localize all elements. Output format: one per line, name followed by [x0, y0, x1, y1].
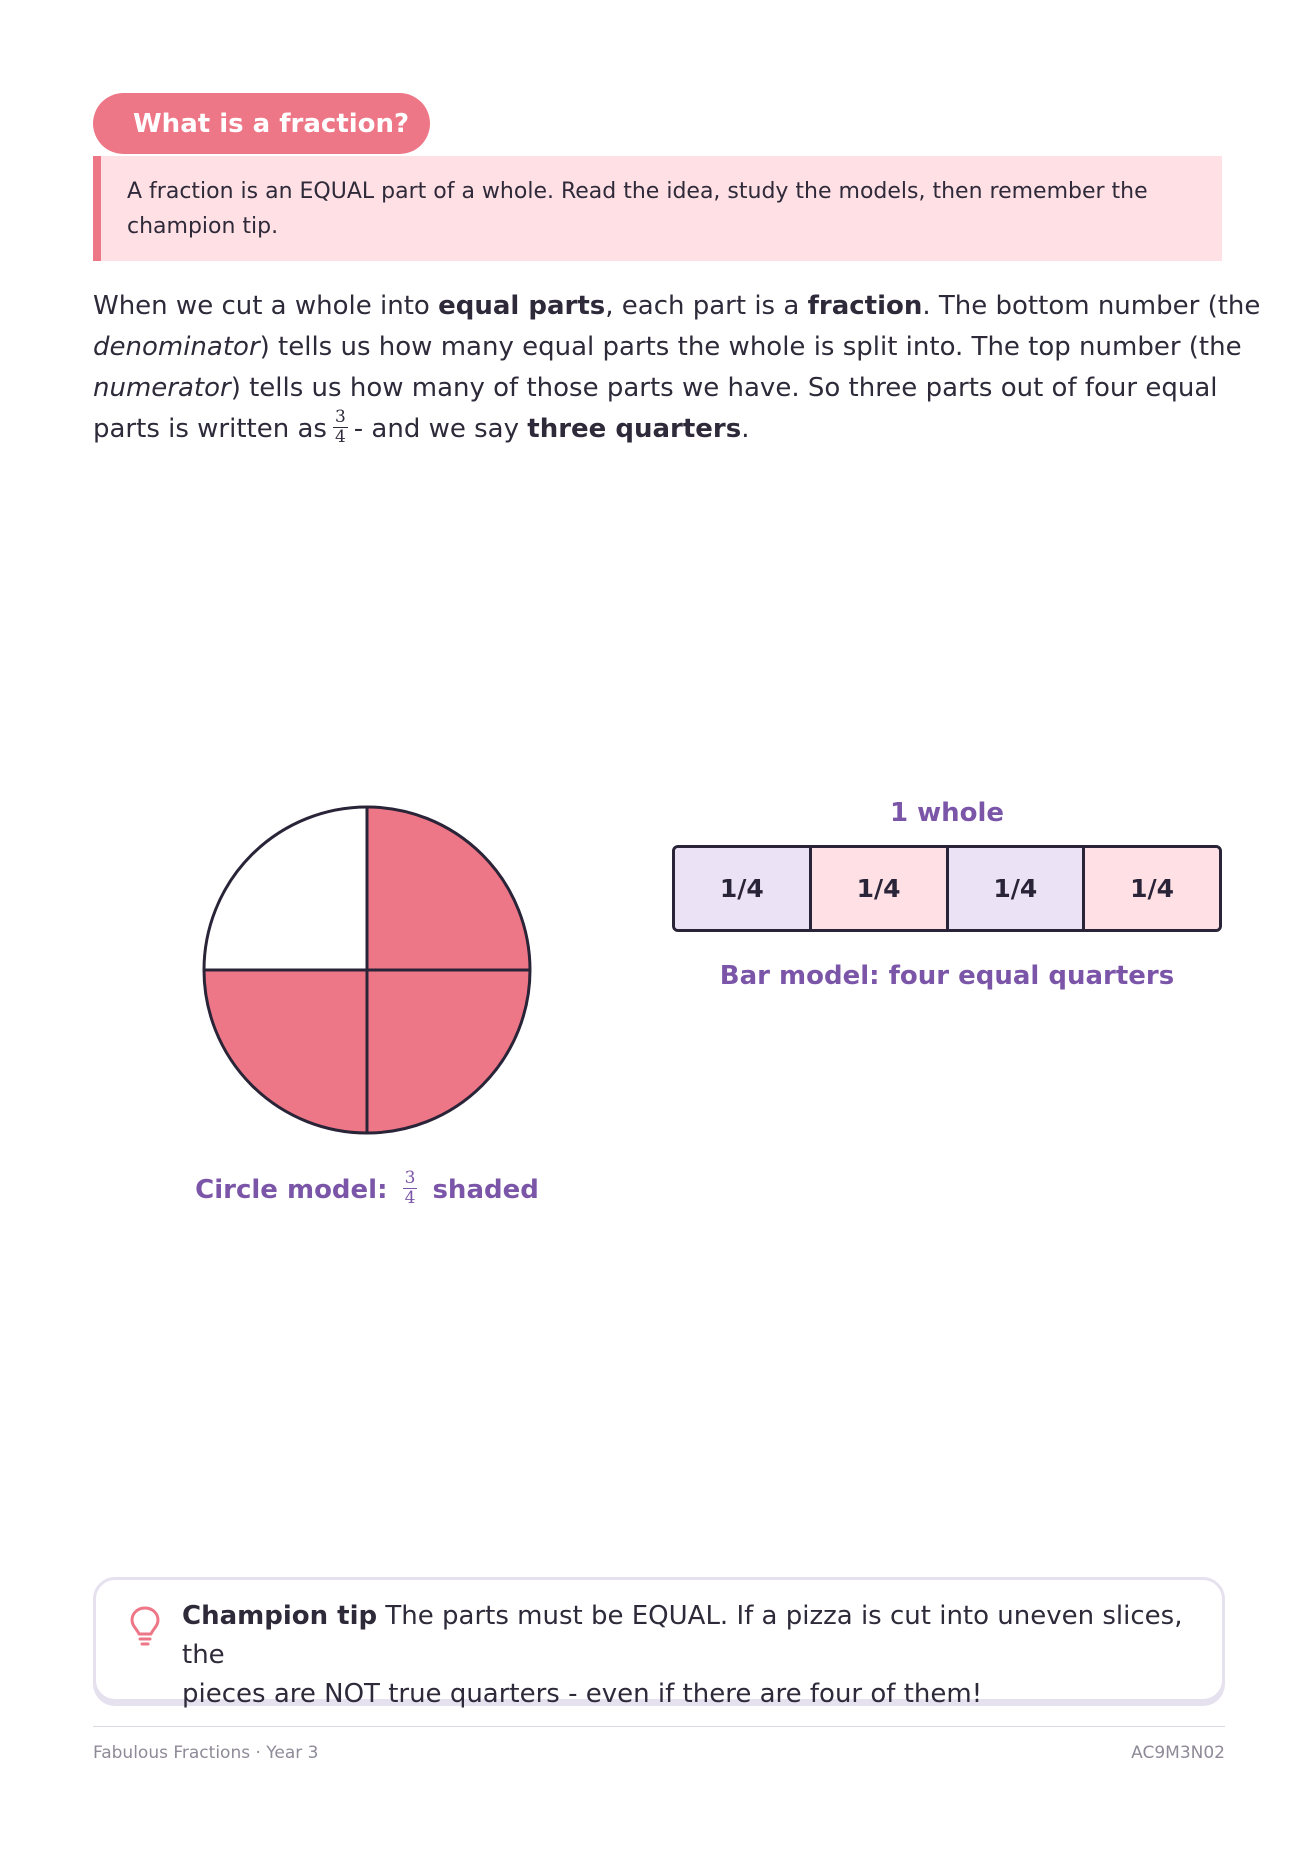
paragraph-line-1 [93, 286, 1261, 327]
fraction-denominator: 4 [404, 1188, 416, 1208]
bold-term-equal-parts: equal parts [438, 291, 606, 321]
footer-curriculum-code: AC9M3N02 [1131, 1743, 1225, 1763]
italic-term-numerator: numerator [93, 373, 231, 403]
section-title: What is a fraction? [133, 108, 410, 139]
circle-model-caption [150, 1168, 584, 1209]
text-run: ) tells us how many equal parts the whole is split into. The top number (the [259, 332, 1242, 362]
fraction-numerator: 3 [404, 1168, 416, 1188]
intro-text: A fraction is an EQUAL part of a whole. Read the idea, study the models, then remember the champion tip. [127, 179, 1148, 239]
caption-text: Circle model: [195, 1175, 388, 1205]
circle-model [200, 803, 534, 1137]
fraction-numerator: 3 [334, 407, 346, 427]
champion-tip-box [93, 1577, 1225, 1709]
caption-text: shaded [432, 1175, 539, 1205]
text-run: parts is written as [93, 414, 327, 444]
text-run: - and we say [353, 414, 528, 444]
footer-divider [93, 1726, 1225, 1727]
fraction-denominator: 4 [334, 427, 346, 447]
text-run: . [741, 414, 750, 444]
bar-cell-quarter: 1/4 [1085, 848, 1219, 929]
bar-model-caption: Bar model: four equal quarters [719, 961, 1175, 991]
bar-cell-quarter: 1/4 [812, 848, 949, 929]
text-run: . The bottom number (the [922, 291, 1261, 321]
bar-cell-quarter: 1/4 [675, 848, 812, 929]
text-run: When we cut a whole into [93, 291, 439, 321]
intro-callout [93, 156, 1222, 261]
circle-quarter-shaded [367, 807, 530, 970]
champion-tip-label: Champion tip [182, 1601, 378, 1631]
text-run: ) tells us how many of those parts we have. So three parts out of four equal [230, 373, 1218, 403]
lightbulb-icon [130, 1606, 160, 1648]
caption-fraction [403, 1170, 418, 1207]
footer-course-title: Fabulous Fractions · Year 3 [93, 1743, 319, 1763]
fraction-three-quarters [333, 409, 348, 446]
text-run: , each part is a [605, 291, 808, 321]
tip-text-line: pieces are NOT true quarters - even if there are four of them! [182, 1679, 983, 1709]
bold-term-three-quarters: three quarters [527, 414, 742, 444]
champion-tip-text [182, 1597, 1192, 1714]
paragraph-line-2 [93, 327, 1242, 368]
circle-quarter-unshaded [204, 807, 367, 970]
explanation-paragraph [93, 286, 1261, 450]
circle-quarter-shaded [204, 970, 367, 1133]
bar-cell-quarter: 1/4 [949, 848, 1086, 929]
paragraph-line-3 [93, 368, 1228, 409]
paragraph-line-4 [93, 409, 1228, 450]
italic-term-denominator: denominator [93, 332, 260, 362]
bar-model [672, 845, 1222, 932]
section-title-pill [93, 93, 430, 154]
tip-text-line: The parts must be EQUAL. If a pizza is cut into uneven slices, the [182, 1601, 1183, 1670]
bold-term-fraction: fraction [807, 291, 923, 321]
bar-whole-label: 1 whole [889, 798, 1005, 828]
circle-quarter-shaded [367, 970, 530, 1133]
